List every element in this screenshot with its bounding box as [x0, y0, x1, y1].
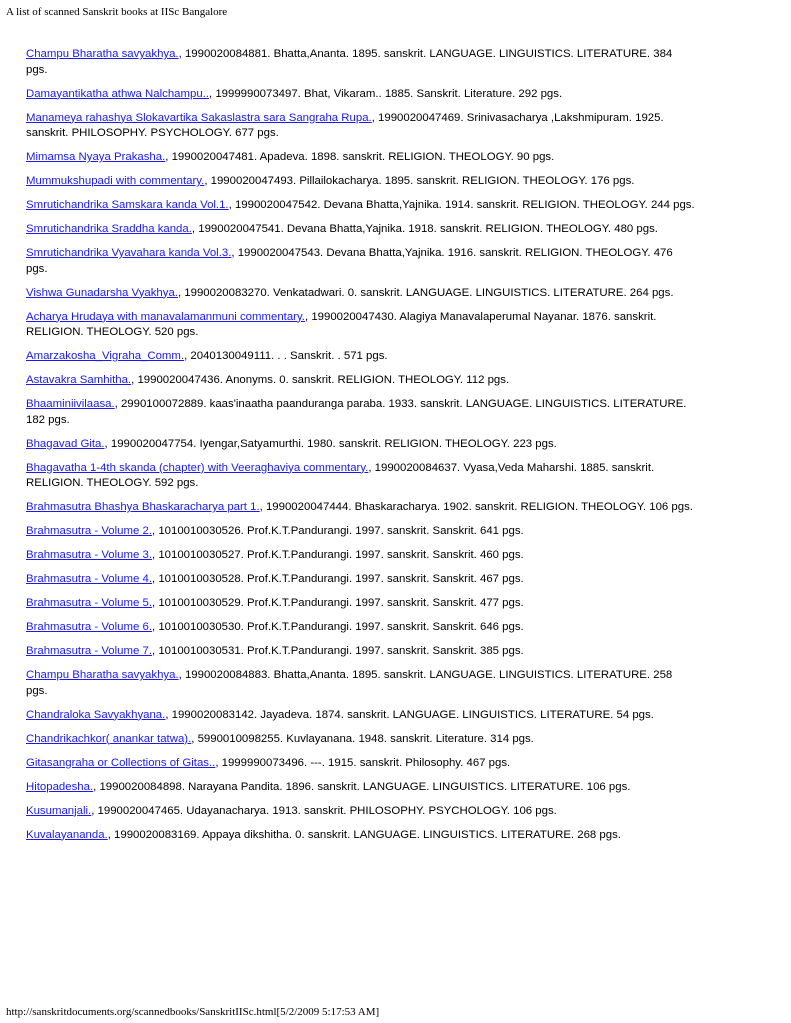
book-title-link[interactable]: Brahmasutra Bhashya Bhaskaracharya part 1. [26, 501, 260, 513]
book-entry [26, 572, 696, 588]
page-title: A list of scanned Sanskrit books at IISc Bangalore [6, 6, 228, 18]
book-entry [26, 111, 696, 142]
book-details: , 1010010030527. Prof.K.T.Pandurangi. 1997. sanskrit. Sanskrit. 460 pgs. [152, 549, 524, 561]
book-entry [26, 461, 696, 492]
book-entry [26, 222, 696, 238]
book-title-link[interactable]: Brahmasutra - Volume 7. [26, 645, 152, 657]
book-title-link[interactable]: Brahmasutra - Volume 6. [26, 621, 152, 633]
book-details: , 1990020047469. Srinivasacharya ,Lakshmipuram. 1925. sanskrit. PHILOSOPHY. PSYCHOLOGY. 677 pgs. [26, 111, 664, 139]
book-title-link[interactable]: Manameya rahashya Slokavartika Sakaslastra sara Sangraha Rupa. [26, 111, 372, 124]
book-details: , 1010010030530. Prof.K.T.Pandurangi. 1997. sanskrit. Sanskrit. 646 pgs. [152, 621, 524, 633]
book-details: , 1990020083142. Jayadeva. 1874. sanskrit. LANGUAGE. LINGUISTICS. LITERATURE. 54 pgs. [165, 708, 654, 721]
book-entry [26, 47, 696, 78]
book-details: , 1990020084898. Narayana Pandita. 1896. sanskrit. LANGUAGE. LINGUISTICS. LITERATURE. 106 pgs. [93, 780, 631, 793]
book-entry [26, 780, 696, 796]
book-entry [26, 804, 696, 820]
book-details: , 1990020047754. Iyengar,Satyamurthi. 1980. sanskrit. RELIGION. THEOLOGY. 223 pgs. [104, 437, 557, 450]
book-details: , 1990020084883. Bhatta,Ananta. 1895. sanskrit. LANGUAGE. LINGUISTICS. LITERATURE. 258 pgs. [26, 669, 673, 697]
book-title-link[interactable]: Brahmasutra - Volume 4. [26, 573, 152, 585]
book-title-link[interactable]: Smrutichandrika Vyavahara kanda Vol.3. [26, 247, 232, 259]
book-title-link[interactable]: Vishwa Gunadarsha Vyakhya. [26, 286, 178, 299]
book-details: , 1999990073496. ---. 1915. sanskrit. Philosophy. 467 pgs. [215, 756, 511, 769]
book-title-link[interactable]: Amarzakosha_Vigraha_Comm. [26, 350, 185, 362]
book-title-link[interactable]: Acharya Hrudaya with manavalamanmuni commentary. [26, 310, 305, 323]
book-entry [26, 620, 696, 636]
book-entry [26, 310, 696, 341]
book-details: , 1990020047493. Pillailokacharya. 1895. sanskrit. RELIGION. THEOLOGY. 176 pgs. [204, 175, 635, 187]
book-title-link[interactable]: Chandraloka Savyakhyana. [26, 708, 166, 721]
book-details: , 1999990073497. Bhat, Vikaram.. 1885. Sanskrit. Literature. 292 pgs. [208, 87, 563, 100]
book-title-link[interactable]: Bhaaminiivilaasa. [26, 398, 115, 410]
page-header [6, 6, 227, 19]
book-title-link[interactable]: Brahmasutra - Volume 3. [26, 549, 152, 561]
book-entry [26, 524, 696, 540]
book-details: , 1990020047541. Devana Bhatta,Yajnika. 1918. sanskrit. RELIGION. THEOLOGY. 480 pgs. [191, 223, 658, 235]
book-title-link[interactable]: Mimamsa Nyaya Prakasha. [26, 151, 166, 163]
book-details: , 1990020047543. Devana Bhatta,Yajnika. 1916. sanskrit. RELIGION. THEOLOGY. 476 pgs. [26, 247, 673, 275]
page-footer [6, 1006, 379, 1019]
book-title-link[interactable]: Kuvalayananda. [26, 828, 108, 841]
book-details: , 1010010030529. Prof.K.T.Pandurangi. 1997. sanskrit. Sanskrit. 477 pgs. [152, 597, 524, 609]
book-title-link[interactable]: Hitopadesha. [26, 780, 94, 793]
book-details: , 1010010030528. Prof.K.T.Pandurangi. 1997. sanskrit. Sanskrit. 467 pgs. [152, 573, 524, 585]
book-details: , 1990020047430. Alagiya Manavalaperumal Nayanar. 1876. sanskrit. RELIGION. THEOLOGY. 520 pgs. [26, 310, 657, 338]
book-entry [26, 437, 696, 453]
book-title-link[interactable]: Gitasangraha or Collections of Gitas.. [26, 756, 216, 769]
book-details: , 1990020047542. Devana Bhatta,Yajnika. 1914. sanskrit. RELIGION. THEOLOGY. 244 pgs. [228, 199, 695, 211]
book-title-link[interactable]: Champu Bharatha savyakhya. [26, 48, 179, 60]
book-title-link[interactable]: Bhagavatha 1-4th skanda (chapter) with Veeraghaviya commentary. [26, 461, 369, 474]
book-details: , 1010010030526. Prof.K.T.Pandurangi. 1997. sanskrit. Sanskrit. 641 pgs. [152, 525, 524, 537]
book-entry [26, 87, 696, 103]
book-entry [26, 644, 696, 660]
book-details: , 1990020084637. Vyasa,Veda Maharshi. 1885. sanskrit. RELIGION. THEOLOGY. 592 pgs. [26, 461, 655, 489]
book-details: , 1990020047436. Anonyms. 0. sanskrit. RELIGION. THEOLOGY. 112 pgs. [131, 374, 510, 386]
book-title-link[interactable]: Bhagavad Gita. [26, 437, 105, 450]
book-entry [26, 246, 696, 277]
book-entry [26, 349, 696, 365]
book-title-link[interactable]: Kusumanjali. [26, 804, 92, 817]
book-details: , 2040130049111. . . Sanskrit. . 571 pgs. [184, 350, 388, 362]
book-entry [26, 150, 696, 166]
book-details: , 1990020047465. Udayanacharya. 1913. sanskrit. PHILOSOPHY. PSYCHOLOGY. 106 pgs. [91, 804, 557, 817]
book-entry [26, 756, 696, 772]
book-entry [26, 732, 696, 748]
book-details: , 1990020047444. Bhaskaracharya. 1902. sanskrit. RELIGION. THEOLOGY. 106 pgs. [259, 501, 693, 513]
book-entry [26, 198, 696, 214]
book-details: , 2990100072889. kaas'inaatha paanduranga paraba. 1933. sanskrit. LANGUAGE. LINGUISTICS. LITERATURE. 182 pgs. [26, 398, 687, 426]
book-title-link[interactable]: Champu Bharatha savyakhya. [26, 669, 179, 681]
book-details: , 1990020083270. Venkatadwari. 0. sanskrit. LANGUAGE. LINGUISTICS. LITERATURE. 264 pgs. [177, 286, 674, 299]
book-details: , 1990020084881. Bhatta,Ananta. 1895. sanskrit. LANGUAGE. LINGUISTICS. LITERATURE. 384 pgs. [26, 48, 673, 76]
book-details: , 5990010098255. Kuvlayanana. 1948. sanskrit. Literature. 314 pgs. [191, 732, 534, 745]
book-title-link[interactable]: Brahmasutra - Volume 2. [26, 525, 152, 537]
book-entry [26, 286, 696, 302]
book-list [26, 47, 696, 852]
book-entry [26, 668, 696, 699]
book-title-link[interactable]: Smrutichandrika Sraddha kanda. [26, 223, 192, 235]
book-entry [26, 828, 696, 844]
book-entry [26, 500, 696, 516]
book-entry [26, 548, 696, 564]
book-title-link[interactable]: Damayantikatha athwa Nalchampu.. [26, 87, 209, 100]
book-details: , 1010010030531. Prof.K.T.Pandurangi. 1997. sanskrit. Sanskrit. 385 pgs. [152, 645, 524, 657]
book-title-link[interactable]: Brahmasutra - Volume 5. [26, 597, 152, 609]
book-title-link[interactable]: Chandrikachkor( anankar tatwa). [26, 732, 192, 745]
book-entry [26, 708, 696, 724]
book-details: , 1990020047481. Apadeva. 1898. sanskrit. RELIGION. THEOLOGY. 90 pgs. [165, 151, 555, 163]
book-entry [26, 596, 696, 612]
book-title-link[interactable]: Mummukshupadi with commentary. [26, 175, 205, 187]
book-entry [26, 397, 696, 428]
page-url: http://sanskritdocuments.org/scannedbooks/SanskritIISc.html[5/2/2009 5:17:53 AM] [6, 1006, 380, 1018]
book-entry [26, 174, 696, 190]
book-entry [26, 373, 696, 389]
book-title-link[interactable]: Astavakra Samhitha. [26, 374, 132, 386]
book-title-link[interactable]: Smrutichandrika Samskara kanda Vol.1. [26, 199, 229, 211]
book-details: , 1990020083169. Appaya dikshitha. 0. sanskrit. LANGUAGE. LINGUISTICS. LITERATURE. 268 pgs. [107, 828, 621, 841]
